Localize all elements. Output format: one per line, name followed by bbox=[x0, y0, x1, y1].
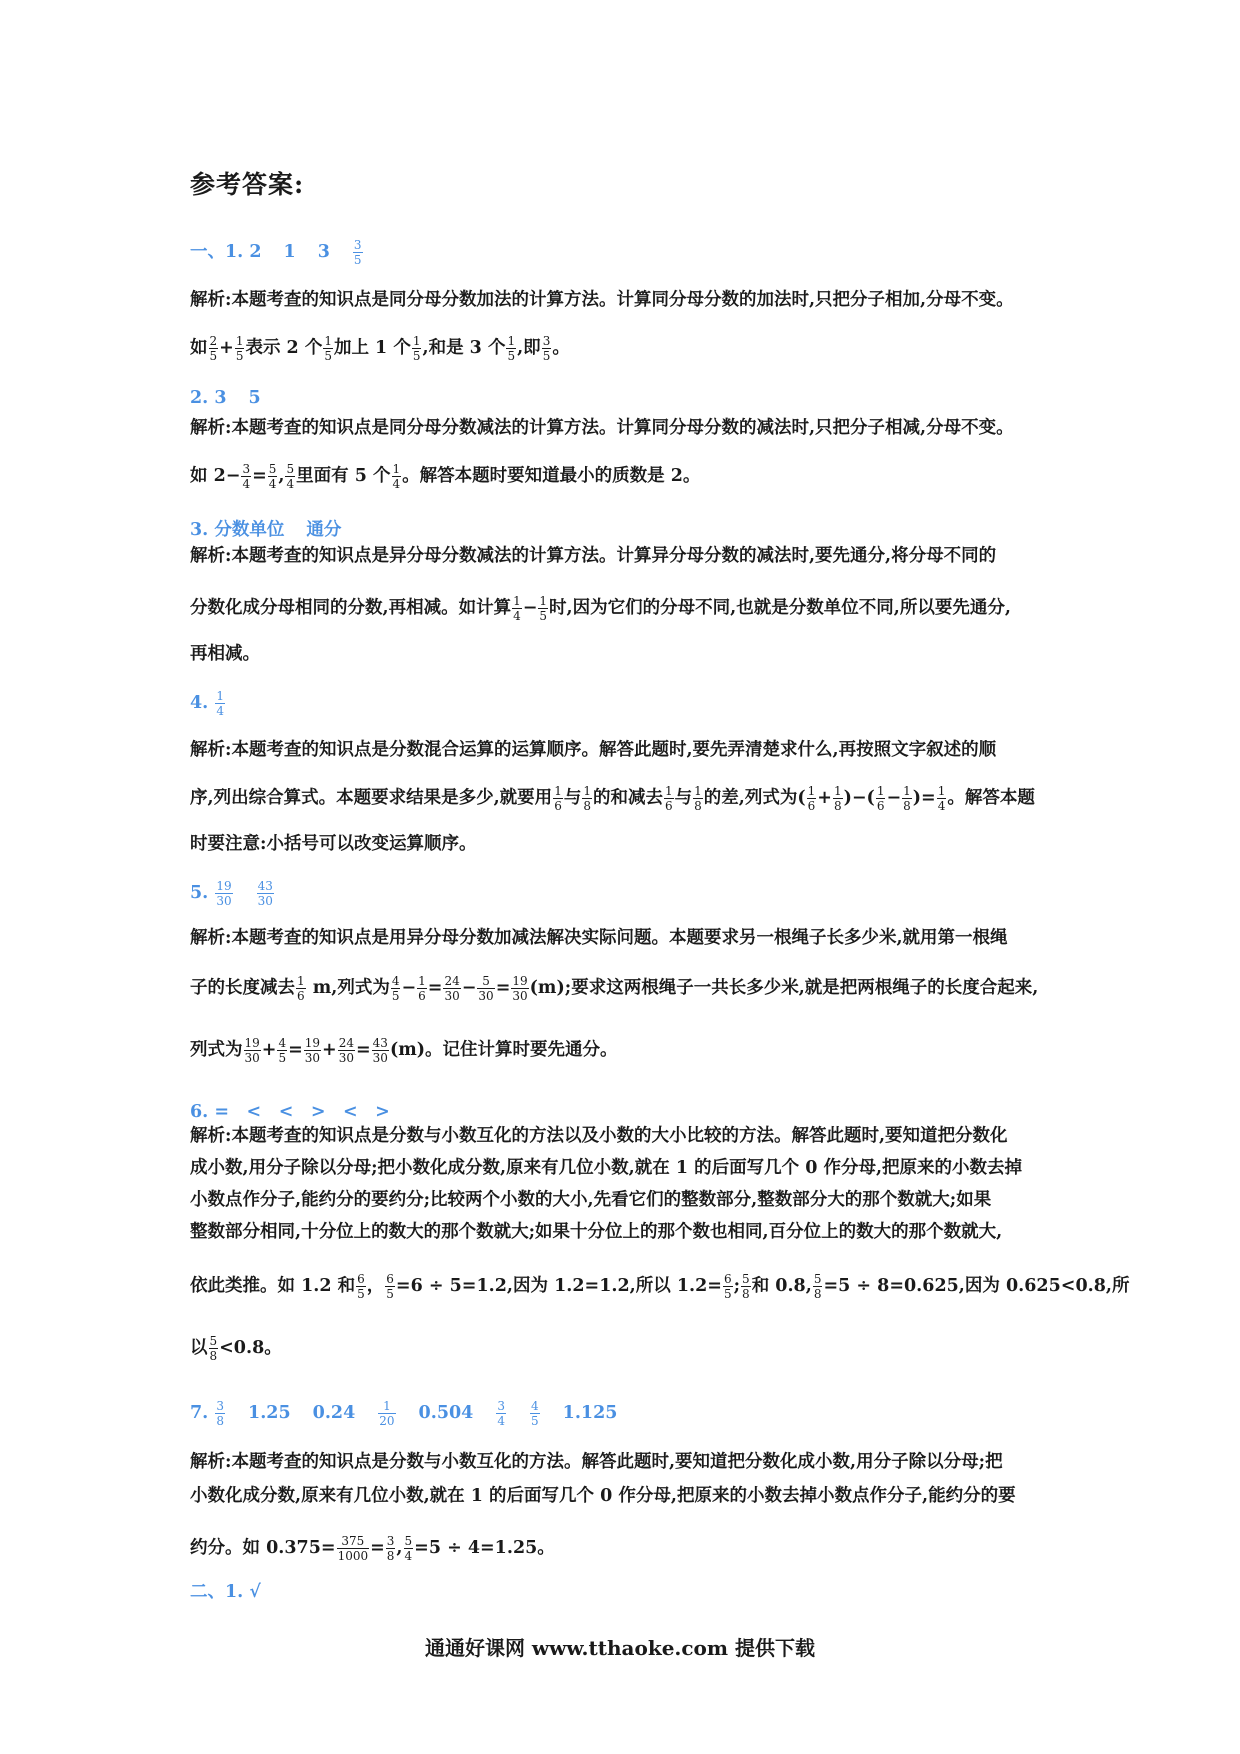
fraction: $\frac{1}{5}$ bbox=[235, 334, 244, 363]
explanation-6-line-1: 解析:本题考查的知识点是分数与小数互化的方法以及小数的大小比较的方法。解答此题时,要知道把分数化 bbox=[190, 1126, 1008, 1146]
fraction: $\frac{3}{8}$ bbox=[216, 1399, 225, 1428]
fraction: $\frac{19}{30}$ bbox=[304, 1036, 321, 1065]
fraction: $\frac{43}{30}$ bbox=[372, 1036, 388, 1065]
fraction: $\frac{43}{30}$ bbox=[257, 879, 273, 908]
fraction: $\frac{4}{5}$ bbox=[278, 1036, 287, 1065]
fraction: $\frac{1}{6}$ bbox=[418, 974, 426, 1003]
fraction: $\frac{19}{30}$ bbox=[512, 974, 528, 1003]
fraction: $\frac{3}{4}$ bbox=[242, 462, 251, 491]
answer-7: 7. $\frac{3}{8}$ 1.25 0.24 $\frac{1}{20}$ 0.504 $\frac{3}{4}$ $\frac{4}{5}$ 1.125 bbox=[190, 1399, 618, 1428]
explanation-7-line-2: 小数化成分数,原来有几位小数,就在 1 的后面写几个 0 作分母,把原来的小数去掉小数点作分子,能约分的要 bbox=[190, 1486, 1016, 1506]
page-title: 参考答案: bbox=[190, 170, 305, 199]
fraction: $\frac{24}{30}$ bbox=[338, 1036, 354, 1065]
answer-1: 一、1. 2 1 3 $\frac{3}{5}$ bbox=[190, 238, 362, 267]
explanation-7-line-3: 约分。如 0.375= $\frac{375}{1000}$ = $\frac{3}{8}$ , $\frac{5}{4}$ =5 ÷ 4=1.25。 bbox=[190, 1534, 555, 1563]
fraction: $\frac{3}{4}$ bbox=[497, 1399, 505, 1428]
answer-part-2-1: 二、1. √ bbox=[190, 1582, 261, 1602]
fraction: $\frac{5}{30}$ bbox=[478, 974, 494, 1003]
explanation-5-line-1: 解析:本题考查的知识点是用异分母分数加减法解决实际问题。本题要求另一根绳子长多少米,就用第一根绳 bbox=[190, 928, 1008, 948]
fraction: $\frac{6}{5}$ bbox=[386, 1272, 394, 1301]
explanation-6-line-4: 整数部分相同,十分位上的数大的那个数就大;如果十分位上的那个数也相同,百分位上的数大的那个数就大, bbox=[190, 1222, 1003, 1242]
explanation-5-line-3: 列式为 $\frac{19}{30}$ + $\frac{4}{5}$ = $\frac{19}{30}$ + $\frac{24}{30}$ = $\frac{43}{30}$ (m)。记住计算时要先通分。 bbox=[190, 1036, 618, 1065]
explanation-5-line-2: 子的长度减去 $\frac{1}{6}$ m,列式为 $\frac{4}{5}$ − $\frac{1}{6}$ = $\frac{24}{30}$ − $\frac{5}{30}$ = $\frac{19}{30}$ (m);要求这两根绳子一共长多少米,就是把两根绳子的长度合起来, bbox=[190, 974, 1039, 1003]
fraction: $\frac{5}{8}$ bbox=[813, 1272, 822, 1301]
fraction: $\frac{3}{5}$ bbox=[542, 334, 551, 363]
fraction: $\frac{1}{20}$ bbox=[379, 1399, 395, 1428]
fraction: $\frac{2}{5}$ bbox=[209, 334, 218, 363]
explanation-3-line-2: 分数化成分母相同的分数,再相减。如计算 $\frac{1}{4}$ − $\frac{1}{5}$ 时,因为它们的分母不同,也就是分数单位不同,所以要先通分, bbox=[190, 594, 1011, 623]
fraction: $\frac{1}{6}$ bbox=[297, 974, 305, 1003]
fraction: $\frac{1}{4}$ bbox=[216, 689, 225, 718]
fraction: $\frac{1}{8}$ bbox=[694, 784, 702, 813]
explanation-1-line-2: 如 $\frac{2}{5}$ + $\frac{1}{5}$ 表示 2 个 $\frac{1}{5}$ 加上 1 个 $\frac{1}{5}$ ,和是 3 个 $\frac{1}{5}$ ,即 $\frac{3}{5}$ 。 bbox=[190, 334, 570, 363]
fraction: $\frac{5}{8}$ bbox=[209, 1334, 218, 1363]
fraction: $\frac{3}{8}$ bbox=[386, 1534, 395, 1563]
answer-6: 6. = < < > < > bbox=[190, 1102, 390, 1122]
explanation-7-line-1: 解析:本题考查的知识点是分数与小数互化的方法。解答此题时,要知道把分数化成小数,用分子除以分母;把 bbox=[190, 1452, 1003, 1472]
fraction: $\frac{1}{6}$ bbox=[554, 784, 562, 813]
fraction: $\frac{1}{5}$ bbox=[539, 594, 548, 623]
fraction: $\frac{1}{4}$ bbox=[937, 784, 946, 813]
fraction: $\frac{5}{8}$ bbox=[742, 1272, 750, 1301]
fraction: $\frac{1}{8}$ bbox=[903, 784, 911, 813]
explanation-6-line-3: 小数点作分子,能约分的要约分;比较两个小数的大小,先看它们的整数部分,整数部分大的那个数就大;如果 bbox=[190, 1190, 992, 1210]
fraction: $\frac{1}{6}$ bbox=[876, 784, 885, 813]
explanation-6-line-2: 成小数,用分子除以分母;把小数化成分数,原来有几位小数,就在 1 的后面写几个 0 作分母,把原来的小数去掉 bbox=[190, 1158, 1023, 1178]
fraction: $\frac{3}{5}$ bbox=[353, 238, 362, 267]
fraction: $\frac{5}{4}$ bbox=[268, 462, 277, 491]
fraction: $\frac{5}{4}$ bbox=[404, 1534, 413, 1563]
fraction: $\frac{5}{4}$ bbox=[286, 462, 295, 491]
fraction: $\frac{1}{6}$ bbox=[807, 784, 816, 813]
footer-text: 通通好课网 www.tthaoke.com 提供下载 bbox=[424, 1636, 816, 1660]
fraction: $\frac{1}{4}$ bbox=[513, 594, 521, 623]
fraction: $\frac{4}{5}$ bbox=[531, 1399, 539, 1428]
fraction: $\frac{4}{5}$ bbox=[391, 974, 400, 1003]
fraction: $\frac{1}{5}$ bbox=[324, 334, 332, 363]
explanation-1-line-1: 解析:本题考查的知识点是同分母分数加法的计算方法。计算同分母分数的加法时,只把分子相加,分母不变。 bbox=[190, 290, 1014, 310]
explanation-4-line-3: 时要注意:小括号可以改变运算顺序。 bbox=[190, 834, 477, 854]
explanation-3-line-1: 解析:本题考查的知识点是异分母分数减法的计算方法。计算异分母分数的减法时,要先通分,将分母不同的 bbox=[190, 546, 997, 566]
explanation-3-line-3: 再相减。 bbox=[190, 644, 260, 664]
fraction: $\frac{24}{30}$ bbox=[444, 974, 460, 1003]
explanation-4-line-1: 解析:本题考查的知识点是分数混合运算的运算顺序。解答此题时,要先弄清楚求什么,再按照文字叙述的顺 bbox=[190, 740, 997, 760]
fraction: $\frac{6}{5}$ bbox=[723, 1272, 732, 1301]
fraction: $\frac{1}{5}$ bbox=[412, 334, 421, 363]
explanation-2-line-2: 如 2− $\frac{3}{4}$ = $\frac{5}{4}$ , $\frac{5}{4}$ 里面有 5 个 $\frac{1}{4}$ 。解答本题时要知道最小的质数是 2。 bbox=[190, 462, 701, 491]
fraction: $\frac{19}{30}$ bbox=[216, 879, 232, 908]
explanation-4-line-2: 序,列出综合算式。本题要求结果是多少,就要用 $\frac{1}{6}$ 与 $\frac{1}{8}$ 的和减去 $\frac{1}{6}$ 与 $\frac{1}{8}$ 的差,列式为( $\frac{1}{6}$ + $\frac{1}{8}$ )−( $\frac{1}{6}$ − $\frac{1}{8}$ )= $\frac{1}{4}$ 。解答本题 bbox=[190, 784, 1035, 813]
explanation-2-line-1: 解析:本题考查的知识点是同分母分数减法的计算方法。计算同分母分数的减法时,只把分子相减,分母不变。 bbox=[190, 418, 1014, 438]
fraction: $\frac{1}{4}$ bbox=[392, 462, 401, 491]
explanation-6-line-5: 依此类推。如 1.2 和 $\frac{6}{5}$ ， $\frac{6}{5}$ =6 ÷ 5=1.2,因为 1.2=1.2,所以 1.2= $\frac{6}{5}$ ; $\frac{5}{8}$ 和 0.8, $\frac{5}{8}$ =5 ÷ 8=0.625,因为 0.625<0.8,所 bbox=[190, 1272, 1130, 1301]
fraction: $\frac{1}{5}$ bbox=[507, 334, 516, 363]
answer-2: 2. 3 5 bbox=[190, 388, 261, 408]
answer-4: 4. $\frac{1}{4}$ bbox=[190, 689, 225, 718]
fraction: $\frac{6}{5}$ bbox=[357, 1272, 365, 1301]
explanation-6-line-6: 以 $\frac{5}{8}$ <0.8。 bbox=[190, 1334, 282, 1363]
fraction: $\frac{1}{8}$ bbox=[833, 784, 842, 813]
answer-5: 5. $\frac{19}{30}$ $\frac{43}{30}$ bbox=[190, 879, 273, 908]
fraction: $\frac{19}{30}$ bbox=[244, 1036, 260, 1065]
fraction: $\frac{375}{1000}$ bbox=[337, 1534, 369, 1563]
fraction: $\frac{1}{8}$ bbox=[583, 784, 591, 813]
answer-3: 3. 分数单位 通分 bbox=[190, 520, 342, 540]
fraction: $\frac{1}{6}$ bbox=[664, 784, 673, 813]
